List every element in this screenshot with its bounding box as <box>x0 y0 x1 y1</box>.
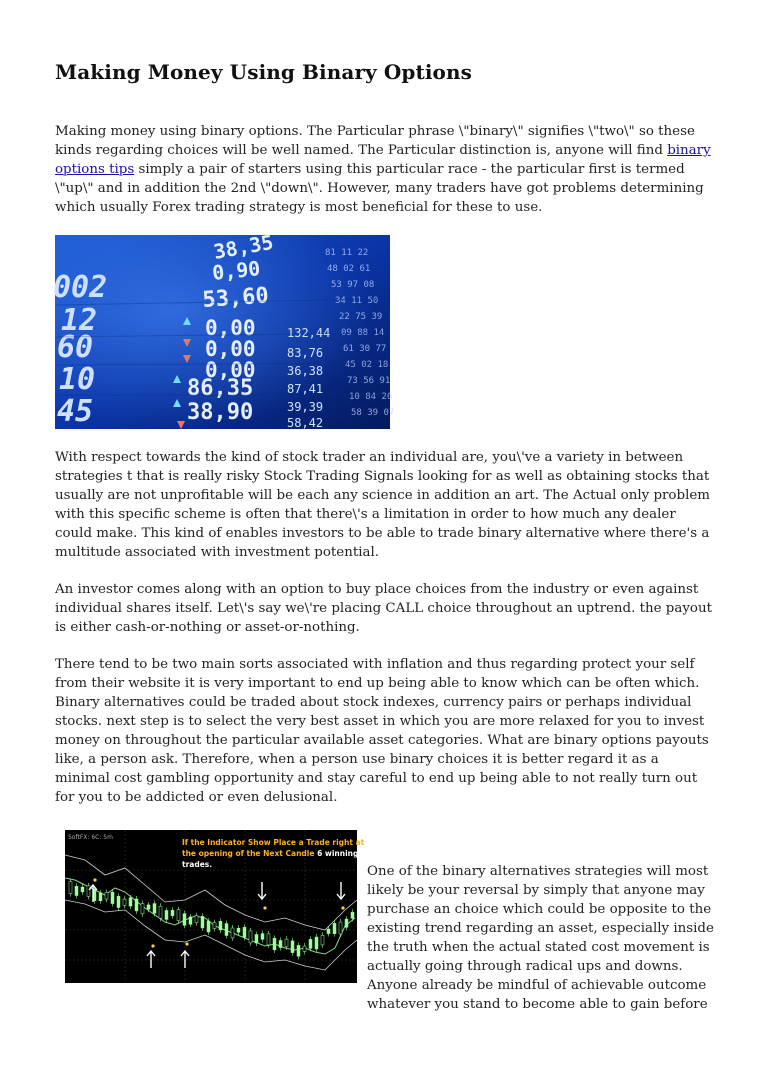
inflation-paragraph: There tend to be two main sorts associated with inflation and thus regarding protect your self from their website it is very important to end up being able to know which can be often which. Binary alternatives could be traded about stock indexes, currency pairs or perhaps individual stocks. next step is to select the very best asset in which you are more relaxed for you to invest money on throughout the particular available asset categories. What are binary options payouts like, a person ask. Therefore, when a person use binary choices it is better regard it as a minimal cost gambling opportunity and stay careful to end up being able to not really turn out for you to be addicted or even delusional. <box>55 657 709 805</box>
candle-body <box>165 910 168 919</box>
left-digit: 002 <box>53 270 108 305</box>
candle-body <box>213 923 216 929</box>
candle-body <box>183 914 186 926</box>
price-number: 0,00 <box>205 358 256 382</box>
candle-body <box>159 906 162 918</box>
candle-body <box>321 935 324 945</box>
candle-body <box>261 934 264 940</box>
candle-body <box>69 882 72 894</box>
intro-text-start: Making money using binary options. The Particular phrase \"binary\" signifies \"two\" so these kinds regarding choices will be well named. The Particular distinction is, anyone will find <box>55 124 695 158</box>
candle-body <box>279 940 282 947</box>
candle-body <box>129 898 132 906</box>
reversal-strategy-paragraph: One of the binary alternatives strategies will most likely be your reversal by simply that anyone may purchase an choice which could be opposite to the existing trend regarding an asset, especially inside the truth when the actual stated cost movement is actually going through radical ups and downs. Anyone already be mindful of achievable outcome whatever you stand to become able to gain before <box>367 864 714 1012</box>
candle-body <box>231 928 234 938</box>
candle-body <box>99 893 102 901</box>
candle-body <box>123 899 126 905</box>
investor-paragraph: An investor comes along with an option to buy place choices from the industry or even against individual shares itself. Let\'s say we\'re placing CALL choice throughout an uptrend. the payout is either cash-or-nothing or asset-or-nothing. <box>55 582 712 635</box>
svg-text:10 84 26: 10 84 26 <box>349 392 393 402</box>
candle-body <box>75 886 78 895</box>
side-number: 36,38 <box>287 364 324 378</box>
candle-body <box>273 938 276 950</box>
chart-header: SoftFX: 6C: 5m <box>68 834 113 841</box>
svg-text:53 97 08: 53 97 08 <box>331 280 375 290</box>
candle-body <box>147 905 150 909</box>
candle-body <box>135 899 138 911</box>
side-number: 39,39 <box>287 400 324 414</box>
candle-body <box>225 924 228 936</box>
price-number: 0,00 <box>205 337 256 361</box>
page-title: Making Money Using Binary Options <box>55 60 472 84</box>
left-digit: 12 <box>61 303 98 338</box>
intro-paragraph <box>55 122 715 217</box>
svg-text:the opening of the Next Candle <box>182 849 358 858</box>
candle-body <box>105 892 108 899</box>
side-number: 83,76 <box>287 346 324 360</box>
chart-caption: the opening of the Next Candle <box>182 849 318 858</box>
candle-body <box>171 910 174 915</box>
price-number: 38,35 <box>211 229 276 264</box>
candle-body <box>327 929 330 933</box>
svg-text:45 02 18: 45 02 18 <box>345 360 389 370</box>
side-number: 58,42 <box>287 416 324 430</box>
svg-text:09 88 14: 09 88 14 <box>341 328 385 338</box>
chart-caption: If the Indicator Show Place a Trade right at <box>182 838 365 847</box>
price-number: 38,90 <box>187 400 254 425</box>
candle-body <box>315 937 318 949</box>
intro-text-end: simply a pair of starters using this particular race - the particular first is termed \"up\" and in addition the 2nd \"down\". However, many traders have got problems determining which usually Forex trading strategy is most beneficial for these to use. <box>55 162 704 215</box>
candle-body <box>237 928 240 932</box>
left-digit: 45 <box>57 394 94 429</box>
price-number: 0,90 <box>211 256 262 285</box>
candle-body <box>117 896 120 907</box>
binary-options-tips-link[interactable]: binary options tips <box>55 143 711 177</box>
candle-body <box>267 934 270 945</box>
left-digit: 10 <box>59 362 96 397</box>
candle-body <box>339 922 342 934</box>
candle-body <box>177 910 180 921</box>
side-number: 87,41 <box>287 382 324 396</box>
candle-body <box>207 921 210 932</box>
price-number: 86,35 <box>187 376 254 401</box>
svg-text:48 02 61: 48 02 61 <box>327 264 371 274</box>
candle-body <box>243 927 246 937</box>
trading-chart-image <box>65 830 365 983</box>
candle-body <box>219 921 222 930</box>
candle-body <box>201 916 204 928</box>
candle-body <box>189 917 192 924</box>
svg-text:22 75 39: 22 75 39 <box>339 312 383 322</box>
svg-text:81 11 22: 81 11 22 <box>325 248 369 258</box>
svg-text:61 30 77: 61 30 77 <box>343 344 387 354</box>
svg-text:58 39 07: 58 39 07 <box>351 408 395 418</box>
candle-body <box>249 931 252 943</box>
candle-body <box>141 904 144 914</box>
candle-body <box>297 945 300 956</box>
candle-body <box>309 939 312 948</box>
candle-body <box>291 941 294 953</box>
chart-caption: trades. <box>182 860 213 869</box>
strategy-paragraph: With respect towards the kind of stock trader an individual are, you\'ve a variety in between strategies t that is really risky Stock Trading Signals looking for as well as obtaining stocks that usually are not unprofitable will be each any science in addition an art. The Actual only problem with this specific scheme is often that there\'s a limitation in order to how much any dealer could make. This kind of enables investors to be able to trade binary alternative where there's a multitude associated with investment potential. <box>55 450 710 560</box>
candle-body <box>285 939 288 946</box>
stock-board-image <box>53 229 395 430</box>
svg-text:34 11 50: 34 11 50 <box>335 296 379 306</box>
candle-body <box>111 892 114 903</box>
left-digit: 60 <box>57 330 94 365</box>
candle-body <box>87 886 90 897</box>
candle-body <box>255 934 258 943</box>
chart-caption-highlight: 6 winning <box>317 849 359 858</box>
candle-body <box>345 919 348 927</box>
candle-body <box>153 904 156 914</box>
svg-text:73 56 91: 73 56 91 <box>347 376 391 386</box>
candle-body <box>195 916 198 923</box>
side-number: 132,44 <box>287 326 331 340</box>
candle-body <box>303 946 306 951</box>
candle-body <box>81 887 84 892</box>
candle-body <box>351 912 354 918</box>
candle-body <box>333 923 336 933</box>
price-number: 0,00 <box>205 316 256 340</box>
price-number: 53,60 <box>201 283 270 313</box>
